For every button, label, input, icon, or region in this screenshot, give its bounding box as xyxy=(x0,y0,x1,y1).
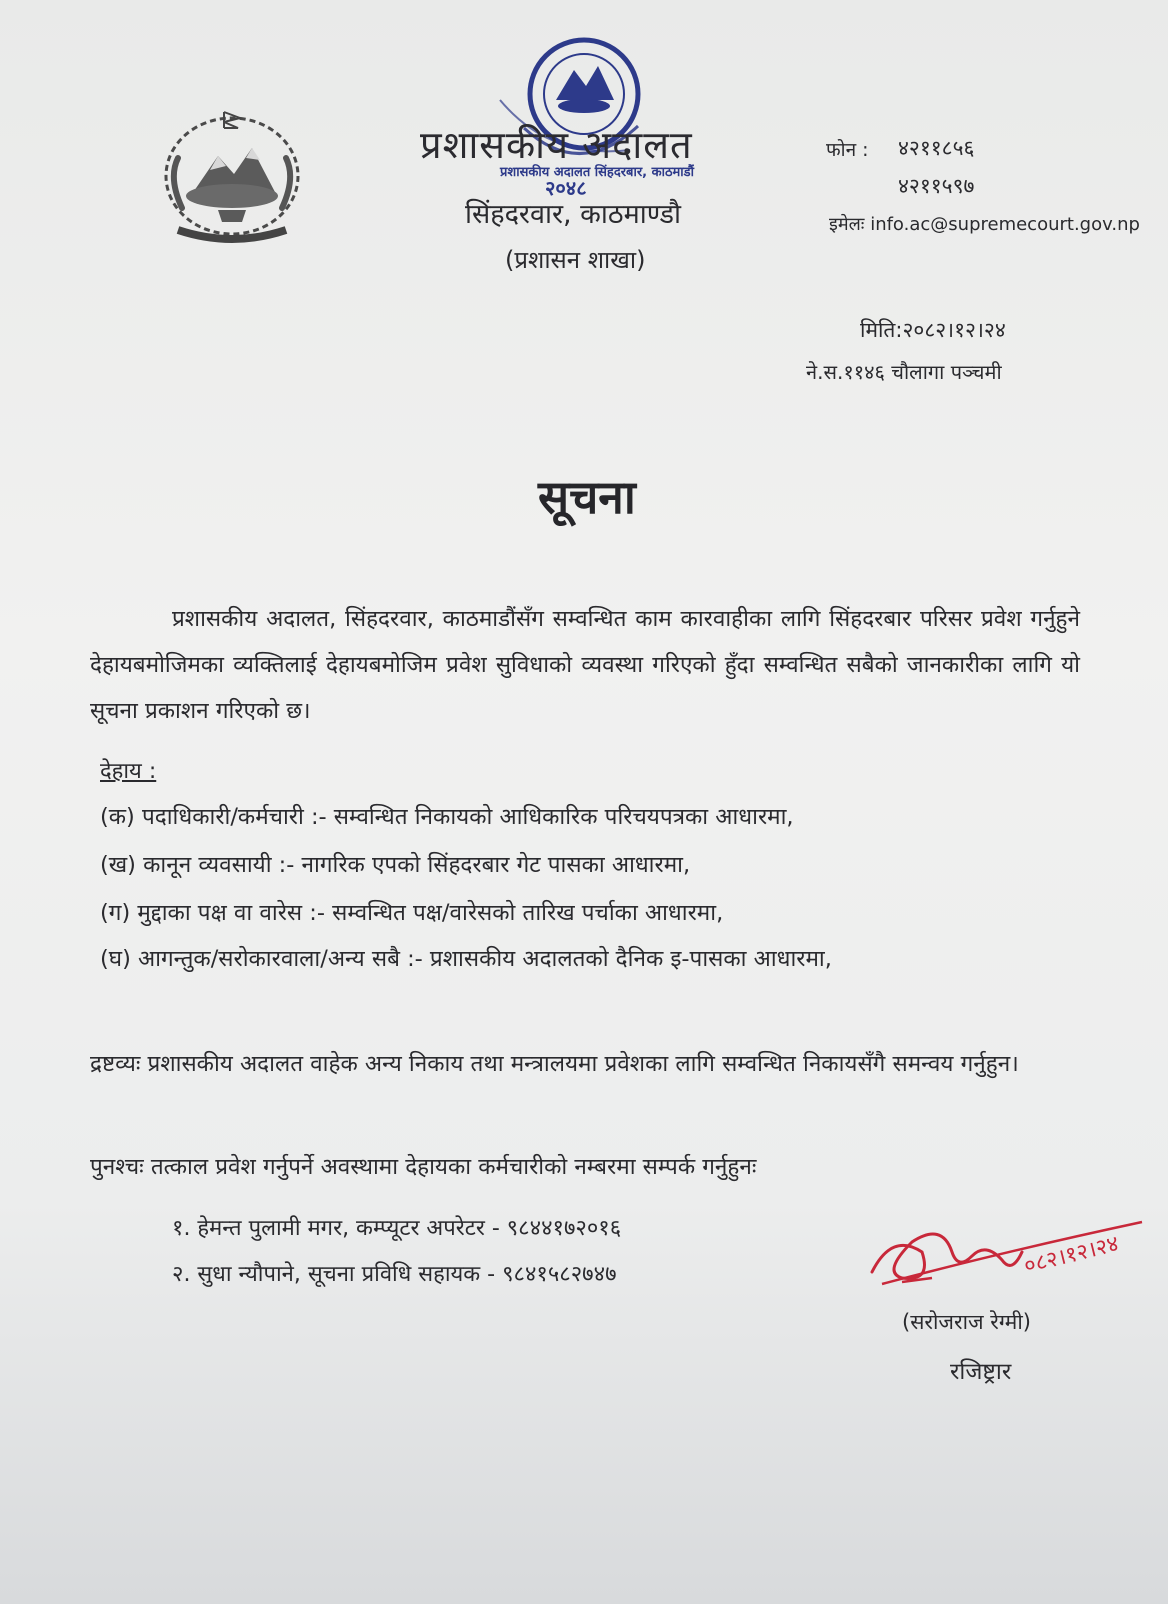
notice-title: सूचना xyxy=(538,470,636,524)
contact-item: १. हेमन्त पुलामी मगर, कम्प्यूटर अपरेटर - ९८४४१७२०१६ xyxy=(172,1216,622,1241)
contact-item: २. सुधा न्यौपाने, सूचना प्रविधि सहायक - ९८४१५८२७४७ xyxy=(172,1262,617,1287)
nepal-sambat-date: ने.स.११४६ चौलागा पञ्चमी xyxy=(806,360,1002,384)
svg-text:प्रशासकीय अदालत सिंहदरबार, काठ: प्रशासकीय अदालत सिंहदरबार, काठमाडौं xyxy=(500,165,694,180)
list-item: (घ) आगन्तुक/सरोकारवाला/अन्य सबै :- प्रशासकीय अदालतको दैनिक इ-पासका आधारमा, xyxy=(100,946,832,972)
email-label: इमेलः xyxy=(829,214,865,235)
phone-number: ४२११८५६ xyxy=(898,136,975,160)
signature xyxy=(862,1212,1162,1322)
signatory-name: (सरोजराज रेग्मी) xyxy=(902,1310,1031,1334)
seal-year: २०४८ xyxy=(545,176,587,200)
svg-text:०८२।१२।२४: ०८२।१२।२४ xyxy=(1021,1231,1122,1280)
list-heading: देहाय : xyxy=(100,759,157,784)
list-item: (ख) कानून व्यवसायी :- नागरिक एपको सिंहदरबार गेट पासका आधारमा, xyxy=(100,852,691,878)
postscript: पुनश्चः तत्काल प्रवेश गर्नुपर्ने अवस्थामा देहायका कर्मचारीको नम्बरमा सम्पर्क गर्नुहुनः xyxy=(90,1154,757,1180)
phone-number: ४२११५९७ xyxy=(898,174,975,198)
nepal-emblem-icon xyxy=(148,98,316,246)
list-item: (क) पदाधिकारी/कर्मचारी :- सम्वन्धित निकायको आधिकारिक परिचयपत्रका आधारमा, xyxy=(100,804,794,830)
note: द्रष्टव्यः प्रशासकीय अदालत वाहेक अन्य निकाय तथा मन्त्रालयमा प्रवेशका लागि सम्वन्धित निकायसँगै समन्वय गर्नुहुन। xyxy=(90,1051,1019,1077)
list-item: (ग) मुद्दाका पक्ष वा वारेस :- सम्वन्धित पक्ष/वारेसको तारिख पर्चाका आधारमा, xyxy=(100,900,724,926)
email-line xyxy=(829,212,1140,236)
signatory-title: रजिष्ट्रार xyxy=(950,1359,1012,1385)
notice-body xyxy=(90,596,1080,734)
email-address[interactable]: info.ac@supremecourt.gov.np xyxy=(870,214,1140,235)
office-branch: (प्रशासन शाखा) xyxy=(505,246,646,274)
phone-label: फोन : xyxy=(826,139,869,161)
notice-body-text: प्रशासकीय अदालत, सिंहदरवार, काठमाडौंसँग सम्वन्धित काम कारवाहीका लागि सिंहदरबार परिसर प्रवेश गर्नुहुने देहायबमोजिमका व्यक्तिलाई देहायबमोजिम प्रवेश सुविधाको व्यवस्था गरिएको हुँदा सम्वन्धित सबैको जानकारीका लागि यो सूचना प्रकाशन गरिएको छ। xyxy=(90,606,1080,724)
office-address: सिंहदरवार, काठमाण्डौ xyxy=(465,199,681,230)
office-name: प्रशासकीय अदालत xyxy=(420,123,693,167)
date: मिति:२०८२।१२।२४ xyxy=(860,318,1006,342)
